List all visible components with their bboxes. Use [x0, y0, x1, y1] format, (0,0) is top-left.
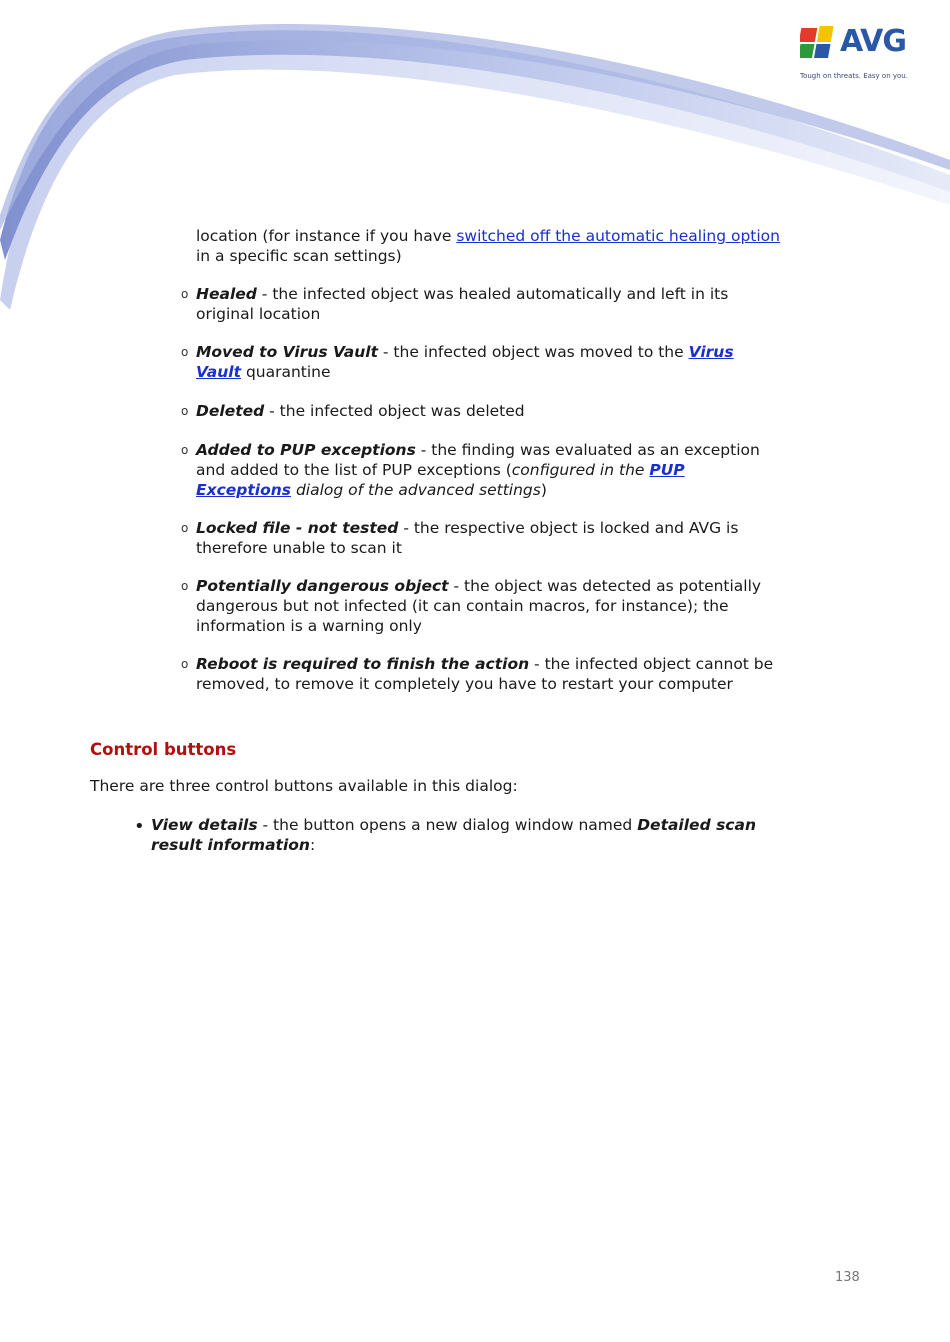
list-bullet: o: [181, 579, 189, 593]
section-intro: There are three control buttons available in this dialog:: [90, 777, 518, 795]
list-item-potentially-dangerous: Potentially dangerous object - the object was detected as potentially dangerous but not infected (it can contain macros, for instance); the information is a warning only: [196, 577, 762, 635]
list-bullet: o: [181, 521, 189, 535]
list-item-view-details: View details - the button opens a new dialog window named Detailed scan result information:: [151, 816, 756, 854]
logo-tagline: Tough on threats. Easy on you.: [800, 72, 908, 80]
virus-vault-link[interactable]: Virus Vault: [196, 343, 734, 381]
list-item-locked-file: Locked file - not tested - the respective object is locked and AVG is therefore unable to scan it: [196, 519, 739, 557]
list-item-moved-to-vault: Moved to Virus Vault - the infected object was moved to the Virus Vault quarantine: [196, 343, 734, 381]
avg-logo-wordmark: AVG: [840, 24, 907, 59]
list-item-healed: Healed - the infected object was healed automatically and left in its original location: [196, 285, 729, 323]
section-heading: Control buttons: [90, 740, 237, 759]
list-item-pup-exceptions: Added to PUP exceptions - the finding was evaluated as an exception and added to the list of PUP exceptions (configured in the PUP Exceptions dialog of the advanced settings): [196, 441, 760, 499]
list-bullet: o: [181, 657, 189, 671]
list-item-deleted: Deleted - the infected object was deleted: [196, 402, 525, 420]
page-number: 138: [835, 1270, 860, 1285]
bullet-dot: •: [134, 816, 145, 837]
pup-exceptions-link[interactable]: PUP Exceptions: [196, 461, 685, 499]
list-bullet: o: [181, 345, 189, 359]
list-bullet: o: [181, 443, 189, 457]
list-bullet: o: [181, 404, 189, 418]
list-item-reboot-required: Reboot is required to finish the action - the infected object cannot be removed, to remove it completely you have to restart your computer: [196, 655, 774, 693]
continuation-text: location (for instance if you have switched off the automatic healing option in a specific scan settings): [196, 227, 780, 265]
list-bullet: o: [181, 287, 189, 301]
automatic-healing-link[interactable]: switched off the automatic healing option: [456, 227, 780, 245]
